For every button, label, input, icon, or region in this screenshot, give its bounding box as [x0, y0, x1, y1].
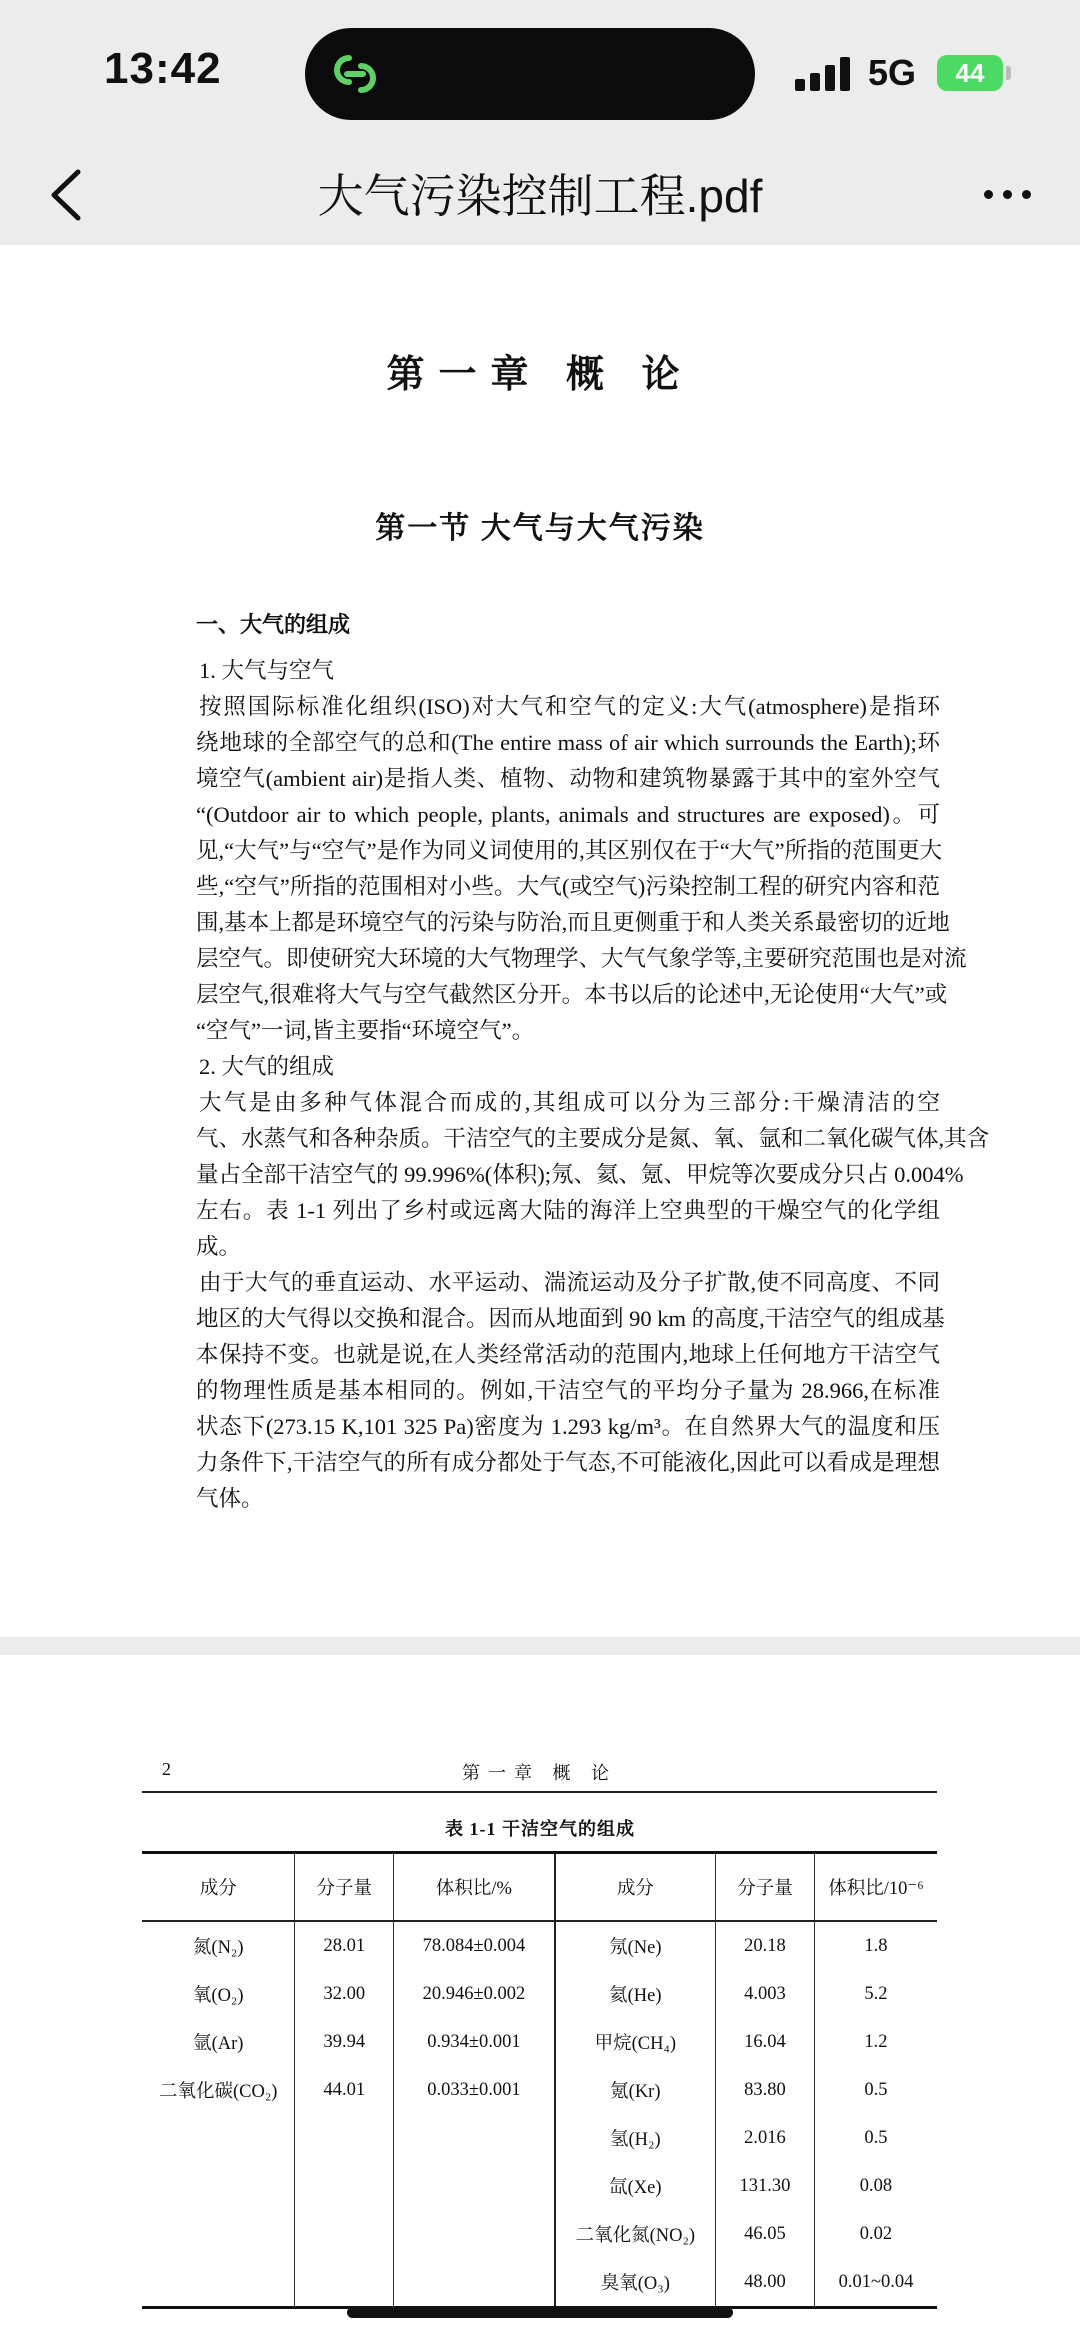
table-cell: 甲烷(CH₄): [555, 2018, 716, 2066]
table-row: [142, 2258, 937, 2308]
subsection-heading: 一、大气的组成: [196, 612, 351, 637]
table-header-row: [142, 1853, 937, 1922]
table-cell: 二氧化碳(CO₂): [142, 2066, 295, 2114]
text-line: 量占全部干洁空气的 99.996%(体积);氖、氦、氪、甲烷等次要成分只占 0.004%: [196, 1162, 964, 1187]
table-cell: 氖(Ne): [555, 1921, 716, 1970]
table-row: [142, 2114, 937, 2162]
column-header: 体积比/%: [394, 1853, 555, 1922]
battery-icon: [937, 55, 1003, 91]
table-cell: 1.2: [864, 2031, 888, 2052]
column-header: 体积比/10⁻⁶: [814, 1853, 937, 1922]
pdf-page-1[interactable]: [0, 245, 1080, 1637]
table-cell: 32.00: [295, 1970, 394, 2018]
column-header: 分子量: [295, 1853, 394, 1922]
table-cell: [295, 2258, 394, 2308]
text-line: 大气是由多种气体混合而成的,其组成可以分为三部分:干燥清洁的空: [199, 1090, 940, 1115]
text-line: 按照国际标准化组织(ISO)对大气和空气的定义:大气(atmosphere)是指环: [199, 694, 940, 719]
text-line: 2. 大气的组成: [199, 1054, 335, 1079]
table-cell: [394, 2162, 555, 2210]
status-bar: [0, 0, 1080, 150]
text-line: 力条件下,干洁空气的所有成分都处于气态,不可能液化,因此可以看成是理想: [196, 1450, 940, 1475]
table-cell: 131.30: [715, 2162, 814, 2210]
table-cell: 氩(Ar): [142, 2018, 295, 2066]
table-cell: 0.02: [859, 2223, 893, 2244]
table-cell: 0.5: [864, 2127, 888, 2148]
text-line: 气体。: [196, 1486, 264, 1511]
pdf-page-2[interactable]: [0, 1655, 1080, 2341]
status-time: 13:42: [104, 44, 222, 93]
body-text: [196, 653, 990, 1517]
column-header: 成分: [142, 1853, 295, 1922]
table-cell: 48.00: [715, 2258, 814, 2308]
table-row: [142, 2066, 937, 2114]
text-line: 气、水蒸气和各种杂质。干洁空气的主要成分是氮、氧、氩和二氧化碳气体,其含: [196, 1126, 990, 1151]
table-cell: [142, 2210, 295, 2258]
table-cell: 20.18: [715, 1921, 814, 1970]
text-line: 境空气(ambient air)是指人类、植物、动物和建筑物暴露于其中的室外空气: [196, 766, 940, 791]
text-line: 地区的大气得以交换和混合。因而从地面到 90 km 的高度,干洁空气的组成基: [196, 1306, 945, 1331]
table-cell: 1.8: [864, 1935, 888, 1956]
chapter-title: 第一章 概 论: [386, 354, 694, 396]
table-cell: [394, 2210, 555, 2258]
table-row: [142, 1921, 937, 1970]
text-line: 层空气。即使研究大环境的大气物理学、大气气象学等,主要研究范围也是对流: [196, 946, 967, 971]
table-cell: 28.01: [295, 1921, 394, 1970]
table-cell: 氮(N₂): [142, 1921, 295, 1970]
battery-level: 44: [955, 58, 985, 88]
text-line: 些,“空气”所指的范围相对小些。大气(或空气)污染控制工程的研究内容和范: [196, 874, 940, 899]
table-cell: 0.5: [864, 2079, 888, 2100]
table-cell: 氧(O₂): [142, 1970, 295, 2018]
table-row: [142, 2018, 937, 2066]
table-row: [142, 2162, 937, 2210]
table-cell: [394, 2114, 555, 2162]
document-title: 大气污染控制工程.pdf: [317, 170, 763, 222]
text-line: “空气”一词,皆主要指“环境空气”。: [196, 1018, 535, 1043]
running-header: [142, 1755, 937, 1793]
table-cell: [142, 2114, 295, 2162]
composition-table: [142, 1851, 937, 2309]
column-header: 分子量: [715, 1853, 814, 1922]
text-line: 层空气,很难将大气与空气截然区分开。本书以后的论述中,无论使用“大气”或: [196, 982, 948, 1007]
text-line: 见,“大气”与“空气”是作为同义词使用的,其区别仅在于“大气”所指的范围更大: [196, 838, 943, 863]
table-cell: 0.08: [859, 2175, 893, 2196]
table-cell: 0.01~0.04: [814, 2258, 937, 2308]
column-header: 成分: [555, 1853, 716, 1922]
table-cell: 臭氧(O₃): [555, 2258, 716, 2308]
table-caption: 表 1-1 干洁空气的组成: [445, 1819, 635, 1839]
table-cell: 83.80: [715, 2066, 814, 2114]
table-cell: 78.084±0.004: [394, 1921, 555, 1970]
table-cell: 39.94: [295, 2018, 394, 2066]
table-cell: 44.01: [295, 2066, 394, 2114]
table-cell: [142, 2162, 295, 2210]
table-cell: [394, 2258, 555, 2308]
running-title: 第一章 概 论: [462, 1763, 617, 1783]
table-cell: 氢(H₂): [555, 2114, 716, 2162]
text-line: 绕地球的全部空气的总和(The entire mass of air which surrounds the Earth);环: [196, 730, 940, 755]
text-line: “(Outdoor air to which people, plants, animals and structures are exposed)。可: [196, 802, 940, 827]
table-cell: 20.946±0.002: [394, 1970, 555, 2018]
table-cell: [142, 2258, 295, 2308]
page-number: 2: [162, 1759, 171, 1779]
table-cell: 氪(Kr): [555, 2066, 716, 2114]
table-cell: 氙(Xe): [555, 2162, 716, 2210]
table-cell: 46.05: [715, 2210, 814, 2258]
table-cell: 0.934±0.001: [394, 2018, 555, 2066]
text-line: 的物理性质是基本相同的。例如,干洁空气的平均分子量为 28.966,在标准: [196, 1378, 940, 1403]
more-options-icon[interactable]: [978, 168, 1038, 218]
cellular-signal-icon: [795, 55, 853, 91]
table-cell: 16.04: [715, 2018, 814, 2066]
table-row: [142, 1970, 937, 2018]
home-indicator[interactable]: [347, 2307, 733, 2318]
table-cell: 氦(He): [555, 1970, 716, 2018]
table-cell: 0.033±0.001: [394, 2066, 555, 2114]
text-line: 本保持不变。也就是说,在人类经常活动的范围内,地球上任何地方干洁空气: [196, 1342, 940, 1367]
text-line: 状态下(273.15 K,101 325 Pa)密度为 1.293 kg/m³。在自然界大气的温度和压: [196, 1414, 940, 1439]
table-cell: [295, 2114, 394, 2162]
text-line: 围,基本上都是环境空气的污染与防治,而且更侧重于和人类关系最密切的近地: [196, 910, 950, 935]
text-line: 1. 大气与空气: [199, 658, 335, 683]
text-line: 左右。表 1-1 列出了乡村或远离大陆的海洋上空典型的干燥空气的化学组: [196, 1198, 940, 1223]
dynamic-island[interactable]: [305, 28, 755, 120]
table-cell: [295, 2162, 394, 2210]
app-activity-icon: [325, 44, 385, 104]
text-line: 由于大气的垂直运动、水平运动、湍流运动及分子扩散,使不同高度、不同: [199, 1270, 940, 1295]
table-cell: 2.016: [715, 2114, 814, 2162]
text-line: 成。: [196, 1234, 242, 1259]
table-cell: 5.2: [864, 1983, 888, 2004]
table-cell: 二氧化氮(NO₂): [555, 2210, 716, 2258]
section-title: 第一节 大气与大气污染: [375, 512, 705, 545]
table-row: [142, 2210, 937, 2258]
network-type: 5G: [868, 52, 917, 93]
navigation-bar: [0, 150, 1080, 245]
table-cell: [295, 2210, 394, 2258]
table-cell: 4.003: [715, 1970, 814, 2018]
